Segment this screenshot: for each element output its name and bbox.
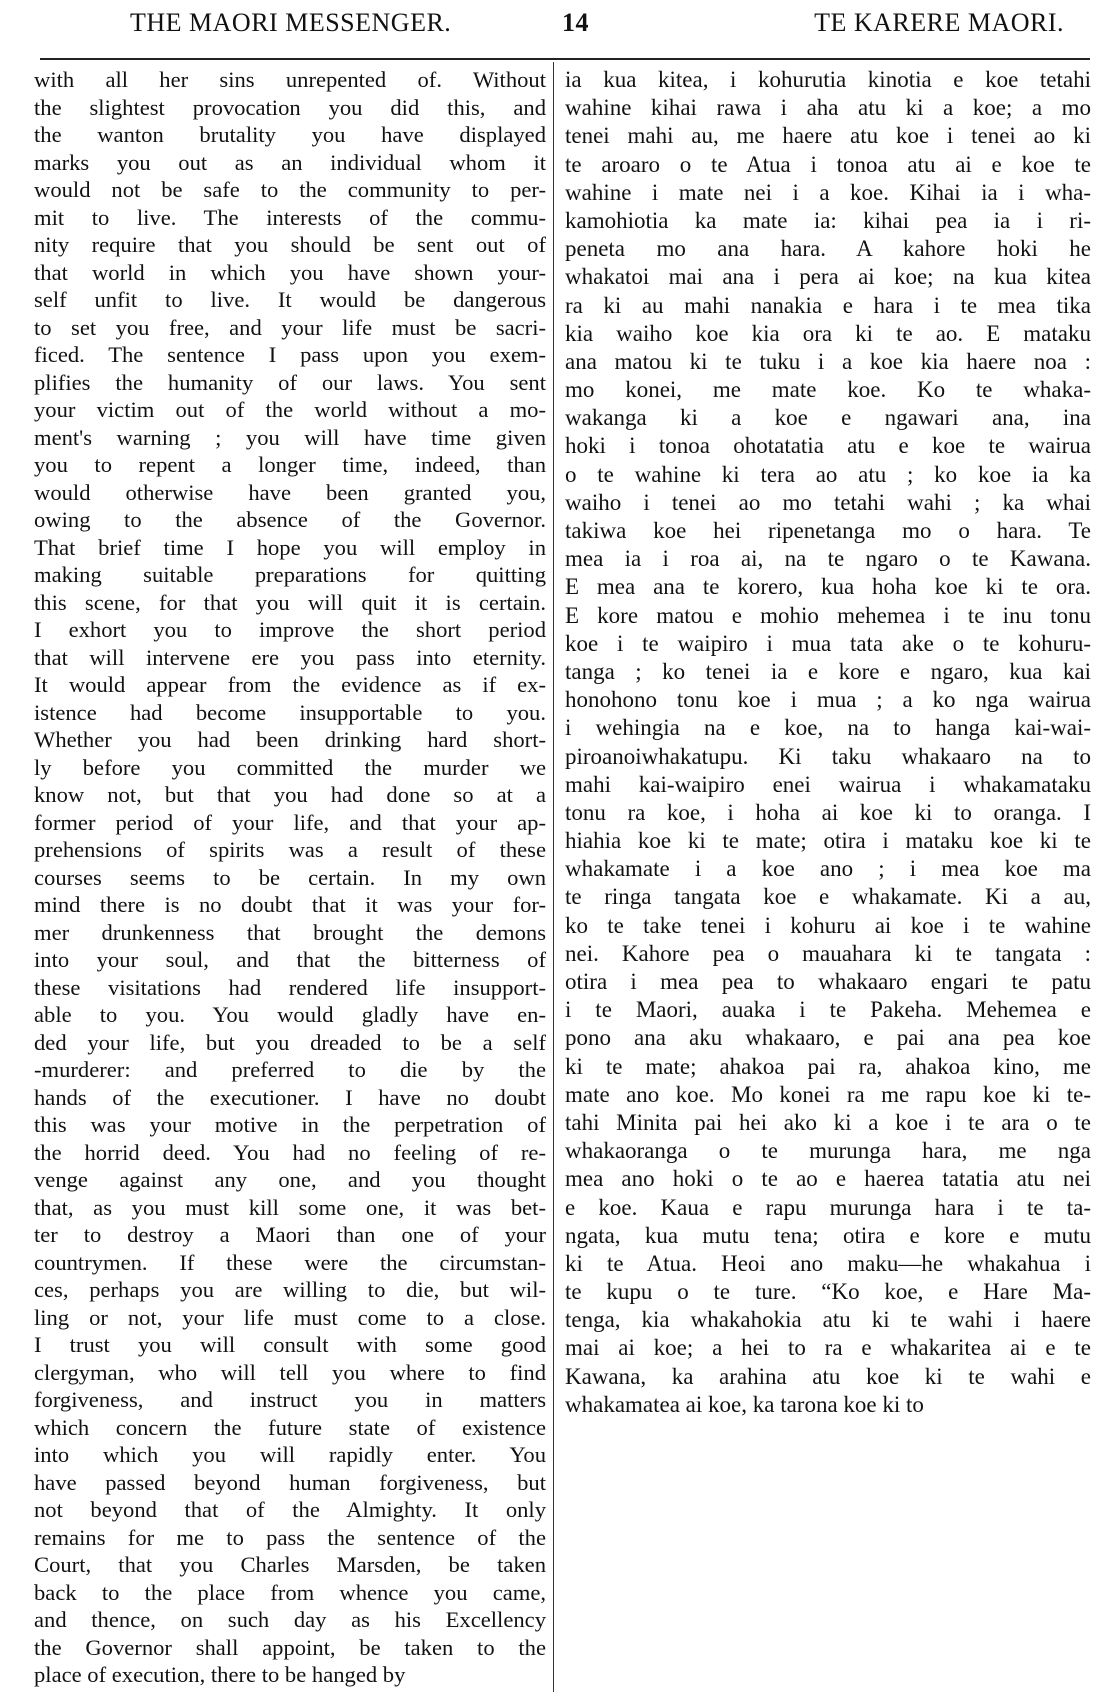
text-line: marks you out as an individual whom it [34,149,546,175]
text-line: tenei mahi au, me haere atu koe i tenei ao ki [565,123,1091,149]
text-line: te kupu o te ture. “Ko koe, e Hare Ma- [565,1279,1091,1305]
text-line: clergyman, who will tell you where to find [34,1359,546,1385]
text-line: piroanoiwhakatupu. Ki taku whakaaro na to [565,743,1091,769]
text-line: owing to the absence of the Governor. [34,507,546,532]
text-line: mate ano koe. Mo konei ra me rapu koe ki te- [565,1081,1091,1107]
text-line: would not be safe to the community to per- [34,177,546,202]
text-line: ko te take tenei i kohuru ai koe i te wahine [565,912,1091,938]
text-line: whakamate i a koe ano ; i mea koe ma [565,856,1091,882]
text-line: to set you free, and your life must be sacri- [34,314,546,340]
text-line: that, as you must kill some one, it was bet- [34,1194,546,1220]
text-line: forgiveness, and instruct you in matters [34,1387,546,1412]
text-line: countrymen. If these were the circumstan- [34,1249,546,1275]
text-line: otira i mea pea to whakaaro engari te patu [565,969,1091,994]
text-line: that world in which you have shown your- [34,259,546,285]
text-line: whakatoi mai ana i pera ai koe; na kua kitea [565,264,1091,290]
text-line: whakaoranga o te murunga hara, me nga [565,1138,1091,1164]
text-line: into your soul, and that the bitterness of [34,947,546,972]
text-line: into which you will rapidly enter. You [34,1442,546,1467]
text-line: the horrid deed. You had no feeling of re- [34,1139,546,1165]
text-line: this was your motive in the perpetration of [34,1112,546,1137]
text-line: would otherwise have been granted you, [34,479,546,505]
text-line: hoki i tonoa ohotatatia atu e koe te wairua [565,433,1091,459]
text-line: ded your life, but you dreaded to be a self [34,1029,546,1055]
text-line: kamohiotia ka mate ia: kihai pea ia i ri- [565,207,1091,233]
text-line: mer drunkenness that brought the demons [34,919,546,945]
text-line: That brief time I hope you will employ in [34,534,546,560]
text-line: mo konei, me mate koe. Ko te whaka- [565,377,1091,403]
page-header [40,8,1084,48]
text-line: takiwa koe hei ripenetanga mo o hara. Te [565,518,1091,543]
text-line: E kore matou e mohio mehemea i te inu tonu [565,602,1091,628]
text-line: tahi Minita pai hei ako ki a koe i te ara o te [565,1109,1091,1135]
text-line: i te Maori, auaka i te Pakeha. Mehemea e [565,997,1091,1023]
text-line: ter to destroy a Maori than one of your [34,1222,546,1247]
text-line: ces, perhaps you are willing to die, but wil- [34,1277,546,1302]
text-line: able to you. You would gladly have en- [34,1002,546,1027]
text-line: ly before you committed the murder we [34,754,546,780]
text-line: ana matou ki te tuku i a koe kia haere noa : [565,348,1091,374]
text-line: o te wahine ki tera ao atu ; ko koe ia ka [565,461,1091,487]
text-line: te aroaro o te Atua i tonoa atu ai e koe te [565,151,1091,177]
text-line: the Governor shall appoint, be taken to the [34,1634,546,1660]
text-line: waiho i tenei ao mo tetahi wahi ; ka whai [565,489,1091,515]
text-line: It would appear from the evidence as if ex- [34,672,546,697]
text-line: venge against any one, and you thought [34,1167,546,1192]
text-line: know not, but that you had done so at a [34,782,546,807]
text-line: back to the place from whence you came, [34,1579,546,1605]
text-line: ment's warning ; you will have time given [34,424,546,450]
text-line: self unfit to live. It would be dangerous [34,287,546,312]
text-line: I exhort you to improve the short period [34,617,546,642]
text-line: hiahia koe ki te mate; otira i mataku koe ki te [565,828,1091,854]
text-line: Court, that you Charles Marsden, be taken [34,1552,546,1577]
text-line: mit to live. The interests of the commu- [34,204,546,230]
text-line: tonu ra koe, i hoha ai koe ki to oranga. I [565,799,1091,825]
text-line: pono ana aku whakaaro, e pai ana pea koe [565,1025,1091,1051]
text-line: these visitations had rendered life insupport- [34,974,546,1000]
text-line: wahine kihai rawa i aha atu ki a koe; a mo [565,95,1091,121]
english-column [34,66,546,1689]
text-line: ki te Atua. Heoi ano maku—he whakahua i [565,1250,1091,1276]
text-line: that will intervene ere you pass into eternity. [34,644,546,670]
text-line: your victim out of the world without a mo- [34,397,546,422]
text-line: with all her sins unrepented of. Without [34,67,546,92]
text-line: Whether you had been drinking hard short- [34,727,546,752]
header-rule [40,58,1090,60]
text-line: koe i te waipiro i mua tata ake o te kohuru- [565,630,1091,656]
text-line: plifies the humanity of our laws. You sent [34,369,546,395]
text-line: remains for me to pass the sentence of the [34,1524,546,1550]
text-line: peneta mo ana hara. A kahore hoki he [565,236,1091,262]
text-line: wakanga ki a koe e ngawari ana, ina [565,405,1091,431]
text-line: ling or not, your life must come to a close. [34,1304,546,1330]
page-number: 14 [562,8,589,37]
text-line: not beyond that of the Almighty. It only [34,1497,546,1522]
text-line: tanga ; ko tenei ia e kore e ngaro, kua kai [565,658,1091,684]
text-line: ngata, kua mutu tena; otira e kore e mutu [565,1222,1091,1248]
column-divider [553,62,554,1692]
text-line: nei. Kahore pea o mauahara ki te tangata : [565,940,1091,966]
text-line: kia waiho koe kia ora ki te ao. E mataku [565,320,1091,346]
text-line: ia kua kitea, i kohurutia kinotia e koe tetahi [565,67,1091,92]
text-line: honohono tonu koe i mua ; a ko nga wairua [565,687,1091,713]
text-line: e koe. Kaua e rapu murunga hara i te ta- [565,1194,1091,1220]
english-title: THE MAORI MESSENGER. [130,8,452,37]
text-line: prehensions of spirits was a result of these [34,837,546,862]
text-line: tenga, kia whakahokia atu ki te wahi i haere [565,1307,1091,1333]
text-line: ki te mate; ahakoa pai ra, ahakoa kino, me [565,1053,1091,1079]
text-line: courses seems to be certain. In my own [34,864,546,890]
text-line: and thence, on such day as his Excellency [34,1607,546,1632]
text-line: nity require that you should be sent out of [34,232,546,257]
text-line: the wanton brutality you have displayed [34,122,546,147]
text-line: Kawana, ka arahina atu koe ki te wahi e [565,1363,1091,1389]
text-line: E mea ana te korero, kua hoha koe ki te ora. [565,574,1091,600]
text-line: which concern the future state of existence [34,1414,546,1440]
text-line: i wehingia na e koe, na to hanga kai-wai- [565,715,1091,741]
text-line: mahi kai-waipiro enei wairua i whakamataku [565,771,1091,797]
text-line: mind there is no doubt that it was your for- [34,892,546,917]
text-line: ficed. The sentence I pass upon you exem- [34,342,546,367]
text-line: istence had become insupportable to you. [34,699,546,725]
text-line: the slightest provocation you did this, and [34,94,546,120]
text-line: this scene, for that you will quit it is certain. [34,589,546,615]
text-line: place of execution, there to be hanged by [34,1662,406,1687]
text-line: ra ki au mahi nanakia e hara i te mea tika [565,292,1091,318]
maori-title: TE KARERE MAORI. [814,8,1064,37]
text-line: mai ai koe; a hei to ra e whakaritea ai e te [565,1335,1091,1361]
maori-column [565,66,1091,1419]
text-line: whakamatea ai koe, ka tarona koe ki to [565,1391,924,1417]
text-line: mea ano hoki o te ao e haerea tatatia atu nei [565,1166,1091,1192]
text-line: wahine i mate nei i a koe. Kihai ia i wha- [565,179,1091,205]
text-line: have passed beyond human forgiveness, but [34,1469,546,1495]
text-line: hands of the executioner. I have no doubt [34,1084,546,1110]
text-line: -murderer: and preferred to die by the [34,1057,546,1082]
text-line: you to repent a longer time, indeed, than [34,452,546,477]
text-line: mea ia i roa ai, na te ngaro o te Kawana. [565,546,1091,572]
text-line: making suitable preparations for quitting [34,562,546,587]
text-line: te ringa tangata koe e whakamate. Ki a au, [565,884,1091,910]
text-line: I trust you will consult with some good [34,1332,546,1357]
text-line: former period of your life, and that your ap- [34,809,546,835]
